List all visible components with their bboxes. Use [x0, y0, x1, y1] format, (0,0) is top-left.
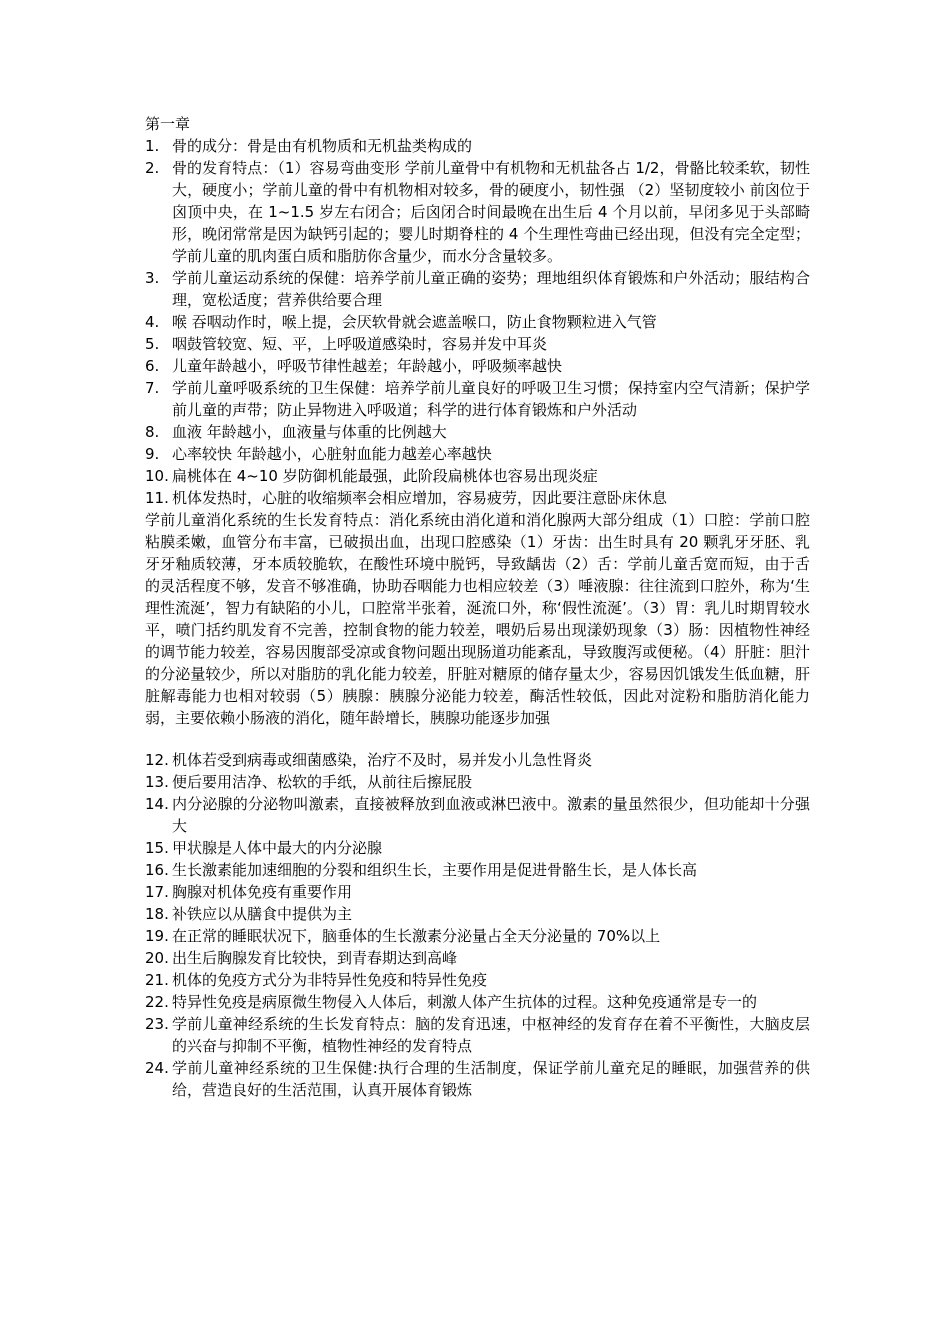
list-item	[145, 991, 810, 1013]
list-item-text: 甲状腺是人体中最大的内分泌腺	[172, 839, 383, 857]
list-item-number: 6.	[145, 357, 160, 375]
list-item-number: 10.	[145, 467, 169, 485]
list-item	[145, 355, 810, 377]
list-item-number: 16.	[145, 861, 169, 879]
list-item	[145, 487, 810, 509]
list-item	[145, 749, 810, 771]
list-item-text: 扁桃体在 4~10 岁防御机能最强，此阶段扁桃体也容易出现炎症	[172, 467, 598, 485]
list-item-number: 12.	[145, 751, 169, 769]
numbered-list-part-1	[145, 135, 810, 509]
list-item-text: 机体的免疫方式分为非特异性免疫和特异性免疫	[172, 971, 488, 989]
list-item-number: 18.	[145, 905, 169, 923]
list-item-text: 咽鼓管较宽、短、平，上呼吸道感染时，容易并发中耳炎	[172, 335, 548, 353]
list-item	[145, 925, 810, 947]
digestive-system-paragraph: 学前儿童消化系统的生长发育特点：消化系统由消化道和消化腺两大部分组成（1）口腔：学前口腔粘膜柔嫩，血管分布丰富，已破损出血，出现口腔感染（1）牙齿：出生时具有 20 颗乳牙牙胚、乳牙牙釉质较薄，牙本质较脆软，在酸性环境中脱钙，导致龋齿（2）舌：学前儿童舌宽而短，由于舌的灵活程度不够，发音不够准确，协助吞咽能力也相应较差（3）唾液腺：往往流到口腔外，称为‘生理性流涎’，智力有缺陷的小儿，口腔常半张着，涎流口外，称‘假性流涎’。（3）胃：乳儿时期胃较水平，喷门括约肌发育不完善，控制食物的能力较差，喂奶后易出现漾奶现象（3）肠：因植物性神经的调节能力较差，容易因腹部受凉或食物问题出现肠道功能紊乱，导致腹泻或便秘。（4）肝脏：胆汁的分泌量较少，所以对脂肪的乳化能力较差，肝脏对糖原的储存量太少，容易因饥饿发生低血糖，肝脏解毒能力也相对较弱（5）胰腺：胰腺分泌能力较差，酶活性较低，因此对淀粉和脂肪消化能力弱，主要依赖小肠液的消化，随年龄增长，胰腺功能逐步加强	[145, 511, 810, 727]
list-item-text: 学前儿童运动系统的保健：培养学前儿童正确的姿势；理地组织体育锻炼和户外活动；服结构合理，宽松适度；营养供给要合理	[172, 269, 810, 309]
list-item-number: 17.	[145, 883, 169, 901]
list-item-number: 11.	[145, 489, 169, 507]
list-item-number: 5.	[145, 335, 160, 353]
list-item-number: 22.	[145, 993, 169, 1011]
chapter-title: 第一章	[145, 115, 191, 133]
list-item-number: 1.	[145, 137, 160, 155]
list-item-text: 血液 年龄越小，血液量与体重的比例越大	[172, 423, 447, 441]
list-item	[145, 157, 810, 267]
list-item	[145, 421, 810, 443]
list-item	[145, 311, 810, 333]
list-item	[145, 1013, 810, 1057]
list-item	[145, 771, 810, 793]
list-item-text: 内分泌腺的分泌物叫激素，直接被释放到血液或淋巴液中。激素的量虽然很少，但功能却十分强大	[172, 795, 810, 835]
list-item-text: 骨的发育特点：（1）容易弯曲变形 学前儿童骨中有机物和无机盐各占 1/2，骨骼比较柔软，韧性大，硬度小；学前儿童的骨中有机物相对较多，骨的硬度小，韧性强 （2）坚韧度较小 前囟位于囟顶中央，在 1~1.5 岁左右闭合；后囟闭合时间最晚在出生后 4 个月以前，早闭多见于头部畸形，晚闭常常是因为缺钙引起的；婴儿时期脊柱的 4 个生理性弯曲已经出现，但没有完全定型；学前儿童的肌肉蛋白质和脂肪你含量少，而水分含量较多。	[172, 159, 810, 265]
list-item-text: 胸腺对机体免疫有重要作用	[172, 883, 353, 901]
list-item-number: 9.	[145, 445, 160, 463]
list-item-number: 7.	[145, 379, 160, 397]
list-item-text: 喉 吞咽动作时，喉上提，会厌软骨就会遮盖喉口，防止食物颗粒进入气管	[172, 313, 657, 331]
list-item-text: 机体发热时，心脏的收缩频率会相应增加，容易疲劳，因此要注意卧床休息	[172, 489, 668, 507]
list-item	[145, 465, 810, 487]
list-item-number: 4.	[145, 313, 160, 331]
list-item-text: 心率较快 年龄越小，心脏射血能力越差心率越快	[172, 445, 492, 463]
list-item-number: 3.	[145, 269, 160, 287]
list-item	[145, 333, 810, 355]
list-item-number: 23.	[145, 1015, 169, 1033]
list-item	[145, 969, 810, 991]
list-item-text: 生长激素能加速细胞的分裂和组织生长，主要作用是促进骨骼生长，是人体长高	[172, 861, 698, 879]
list-item-text: 补铁应以从膳食中提供为主	[172, 905, 353, 923]
list-item	[145, 793, 810, 837]
list-item-number: 8.	[145, 423, 160, 441]
list-item-number: 13.	[145, 773, 169, 791]
list-item-text: 便后要用洁净、松软的手纸，从前往后擦屁股	[172, 773, 473, 791]
list-item-number: 21.	[145, 971, 169, 989]
list-item	[145, 1057, 810, 1101]
document-page	[145, 113, 810, 1101]
paragraph-gap	[145, 729, 810, 749]
list-item-number: 14.	[145, 795, 169, 813]
list-item-number: 2.	[145, 159, 160, 177]
list-item	[145, 377, 810, 421]
list-item	[145, 881, 810, 903]
list-item-text: 出生后胸腺发育比较快，到青春期达到高峰	[172, 949, 458, 967]
list-item-number: 20.	[145, 949, 169, 967]
list-item-text: 儿童年龄越小，呼吸节律性越差；年龄越小，呼吸频率越快	[172, 357, 563, 375]
list-item-text: 在正常的睡眠状况下，脑垂体的生长激素分泌量占全天分泌量的 70%以上	[172, 927, 661, 945]
list-item-text: 特异性免疫是病原微生物侵入人体后，刺激人体产生抗体的过程。这种免疫通常是专一的	[172, 993, 758, 1011]
list-item	[145, 947, 810, 969]
list-item	[145, 135, 810, 157]
list-item	[145, 837, 810, 859]
numbered-list-part-2	[145, 749, 810, 1101]
list-item-number: 15.	[145, 839, 169, 857]
list-item-text: 学前儿童呼吸系统的卫生保健：培养学前儿童良好的呼吸卫生习惯；保持室内空气清新；保护学前儿童的声带；防止异物进入呼吸道；科学的进行体育锻炼和户外活动	[172, 379, 810, 419]
list-item-text: 机体若受到病毒或细菌感染，治疗不及时，易并发小儿急性肾炎	[172, 751, 593, 769]
list-item	[145, 267, 810, 311]
list-item	[145, 859, 810, 881]
list-item-number: 19.	[145, 927, 169, 945]
list-item-text: 学前儿童神经系统的卫生保健:执行合理的生活制度，保证学前儿童充足的睡眠，加强营养的供给，营造良好的生活范围，认真开展体育锻炼	[172, 1059, 810, 1099]
list-item-number: 24.	[145, 1059, 169, 1077]
list-item	[145, 903, 810, 925]
list-item-text: 学前儿童神经系统的生长发育特点：脑的发育迅速，中枢神经的发育存在着不平衡性，大脑皮层的兴奋与抑制不平衡，植物性神经的发育特点	[172, 1015, 810, 1055]
list-item-text: 骨的成分：骨是由有机物质和无机盐类构成的	[172, 137, 473, 155]
list-item	[145, 443, 810, 465]
